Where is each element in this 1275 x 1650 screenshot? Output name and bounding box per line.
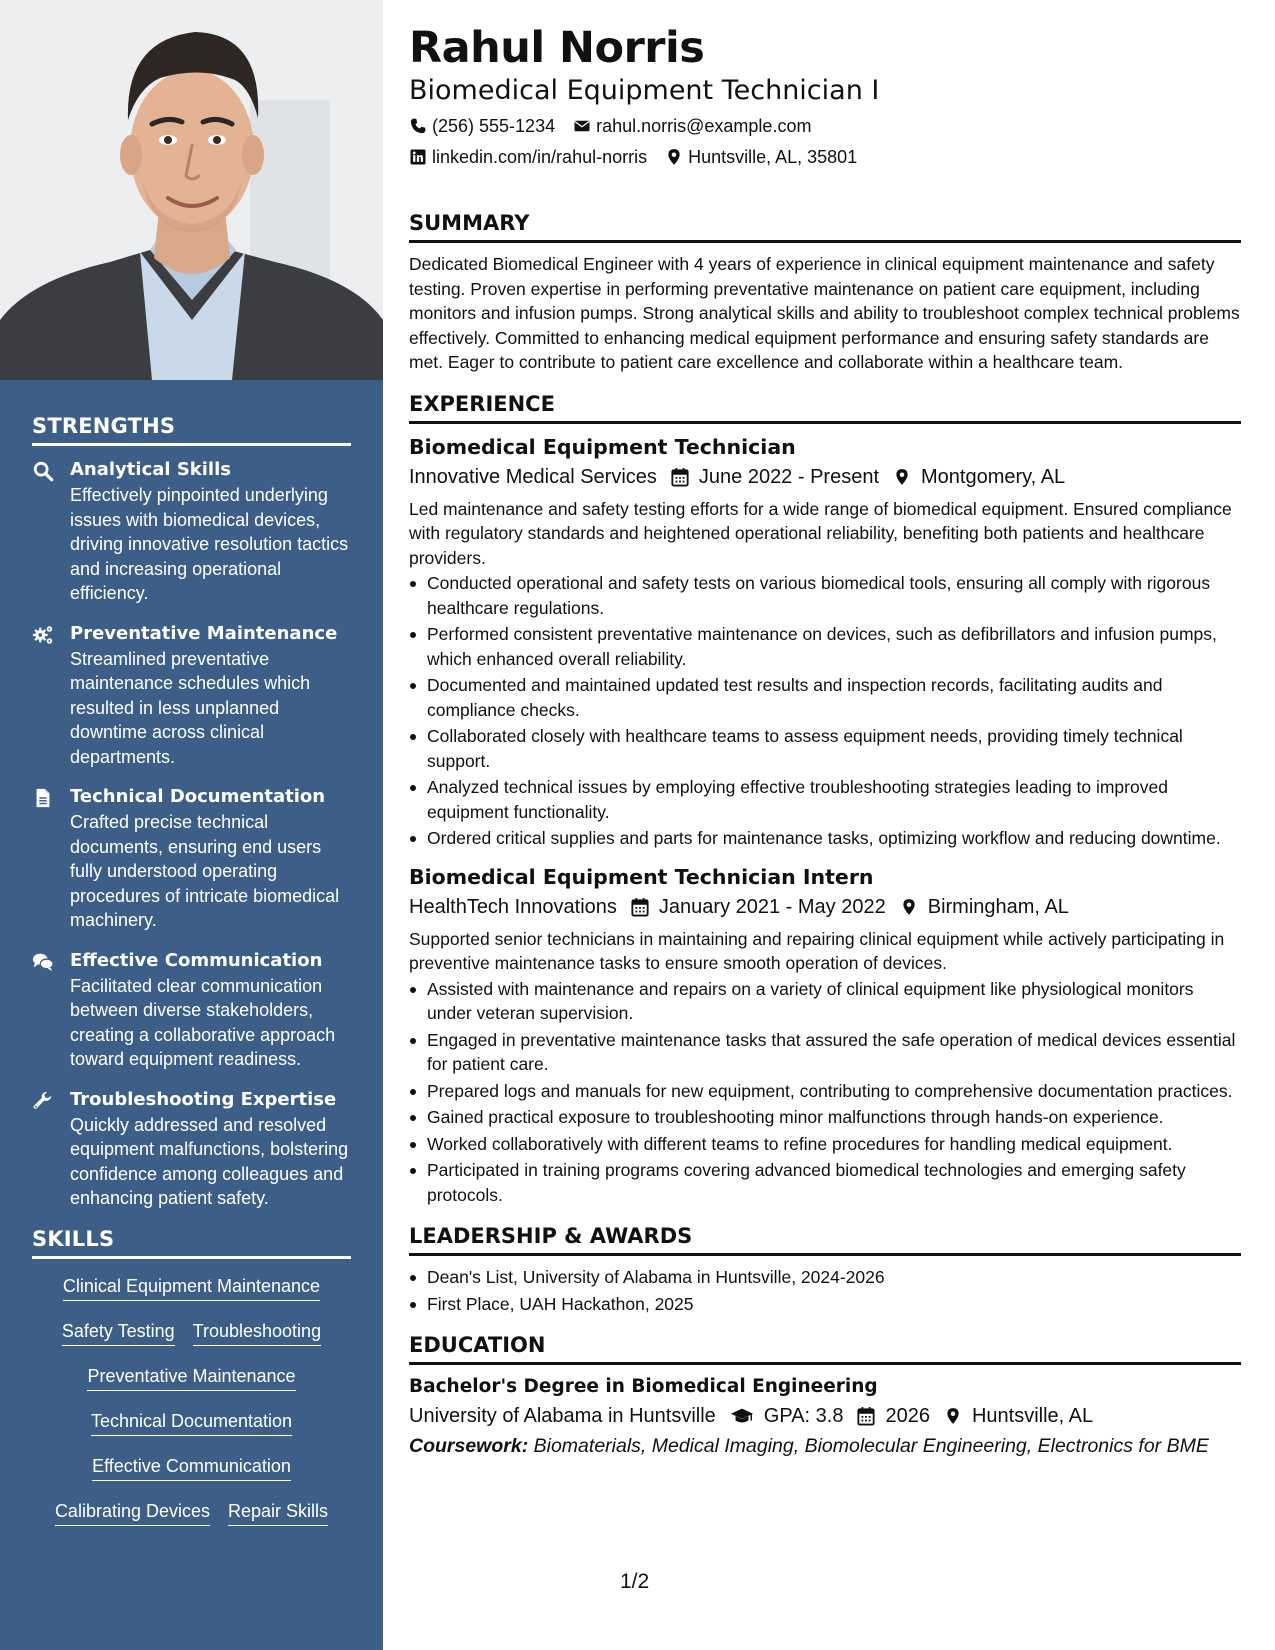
strength-title: Troubleshooting Expertise	[70, 1088, 337, 1110]
sidebar	[0, 0, 383, 1650]
page-number: 1/2	[620, 1570, 650, 1593]
skill-tag: Effective Communication	[92, 1455, 291, 1481]
job-bullets	[409, 571, 1241, 851]
summary-section	[409, 210, 1241, 375]
leadership-heading: LEADERSHIP & AWARDS	[409, 1223, 1241, 1256]
coursework-list: Biomaterials, Medical Imaging, Biomolecular Engineering, Electronics for BME	[533, 1435, 1209, 1457]
map-pin-icon	[944, 1406, 962, 1426]
gears-icon	[32, 622, 70, 770]
contact-row	[409, 145, 1241, 169]
strength-title: Effective Communication	[70, 949, 323, 971]
job-description: Led maintenance and safety testing efforts for a wide range of biomedical equipment. Ensured compliance with regulatory standards and heightened operational reliability, benefiting both patients and healthcare providers.	[409, 498, 1232, 568]
strength-description: Quickly addressed and resolved equipment malfunctions, bolstering confidence among colleagues and enhancing patient safety.	[70, 1114, 349, 1208]
location-contact	[665, 145, 857, 169]
phone-text: (256) 555-1234	[432, 116, 556, 136]
wrench-icon	[32, 1088, 70, 1211]
list-item: Ordered critical supplies and parts for maintenance tasks, optimizing workflow and reducing downtime.	[409, 826, 1241, 851]
map-pin-icon	[893, 467, 911, 487]
location-text: Huntsville, AL, 35801	[688, 147, 858, 167]
linkedin-text: linkedin.com/in/rahul-norris	[432, 147, 648, 167]
school-name: University of Alabama in Huntsville	[409, 1405, 716, 1427]
main-content	[409, 22, 1241, 1460]
strength-item	[32, 1088, 351, 1211]
degree-title: Bachelor's Degree in Biomedical Engineering	[409, 1376, 878, 1397]
education-section	[409, 1332, 1241, 1460]
list-item: Dean's List, University of Alabama in Huntsville, 2024-2026	[409, 1265, 1241, 1290]
list-item: Gained practical exposure to troubleshooting minor malfunctions through hands-on experience.	[409, 1105, 1241, 1130]
strength-item	[32, 458, 351, 606]
list-item: Prepared logs and manuals for new equipment, contributing to comprehensive documentation practices.	[409, 1079, 1241, 1104]
graduation-cap-icon	[730, 1406, 754, 1426]
job-entry	[409, 863, 1241, 1208]
skills-list	[32, 1271, 351, 1545]
coursework-label: Coursework:	[409, 1435, 529, 1457]
list-item: Engaged in preventative maintenance tasks that assured the safe operation of medical devices essential for patient care.	[409, 1028, 1241, 1077]
chat-bubbles-icon	[32, 949, 70, 1072]
linkedin-icon	[409, 148, 427, 166]
calendar-icon	[631, 897, 649, 917]
job-entry	[409, 433, 1241, 851]
linkedin-contact[interactable]	[409, 145, 647, 169]
search-icon	[32, 458, 70, 606]
job-location: Montgomery, AL	[921, 465, 1066, 488]
map-pin-icon	[900, 897, 918, 917]
summary-heading: SUMMARY	[409, 210, 1241, 243]
calendar-icon	[857, 1406, 875, 1426]
strength-title: Technical Documentation	[70, 786, 326, 807]
leadership-section	[409, 1223, 1241, 1316]
strength-item	[32, 622, 351, 770]
job-role: Biomedical Equipment Technician Intern	[409, 864, 874, 889]
skills-section	[32, 1227, 351, 1545]
skill-tag: Calibrating Devices	[55, 1500, 210, 1526]
skill-tag: Safety Testing	[62, 1320, 175, 1346]
graduation-year: 2026	[885, 1405, 930, 1427]
strength-title: Analytical Skills	[70, 459, 231, 480]
job-role: Biomedical Equipment Technician	[409, 434, 796, 459]
candidate-title: Biomedical Equipment Technician I	[409, 75, 880, 106]
phone-contact[interactable]	[409, 114, 555, 138]
job-meta	[409, 893, 1241, 921]
strength-description: Effectively pinpointed underlying issues with biomedical devices, driving innovative resolution tactics and increasing operational efficiency.	[70, 485, 349, 603]
summary-text: Dedicated Biomedical Engineer with 4 years of experience in clinical equipment maintenance and safety testing. Proven expertise in performing preventative maintenance on patient care equipment, including monitors and infusion pumps. Strong analytical skills and ability to troubleshoot complex technical problems effectively. Committed to enhancing medical equipment performance and ensuring safety standards are met. Eager to contribute to patient care excellence and collaborate within a healthcare team.	[409, 254, 1240, 372]
coursework	[409, 1432, 1241, 1460]
envelope-icon	[573, 117, 591, 135]
awards-list	[409, 1265, 1241, 1316]
experience-heading: EXPERIENCE	[409, 391, 1241, 424]
education-heading: EDUCATION	[409, 1332, 1241, 1365]
skill-tag: Technical Documentation	[91, 1410, 292, 1436]
education-location: Huntsville, AL	[971, 1405, 1094, 1427]
skill-tag: Repair Skills	[228, 1500, 328, 1526]
list-item: First Place, UAH Hackathon, 2025	[409, 1292, 1241, 1317]
job-dates: June 2022 - Present	[698, 465, 880, 488]
skill-tag: Preventative Maintenance	[87, 1365, 295, 1391]
job-dates: January 2021 - May 2022	[658, 895, 886, 918]
list-item: Conducted operational and safety tests on various biomedical tools, ensuring all comply with rigorous healthcare regulations.	[409, 571, 1241, 620]
list-item: Analyzed technical issues by employing effective troubleshooting strategies leading to improved equipment functionality.	[409, 775, 1241, 824]
email-contact[interactable]	[573, 114, 811, 138]
skill-tag: Troubleshooting	[193, 1320, 321, 1346]
education-meta	[409, 1402, 1241, 1430]
skill-tag: Clinical Equipment Maintenance	[63, 1275, 320, 1301]
strength-description: Streamlined preventative maintenance schedules which resulted in less unplanned downtime across clinical departments.	[70, 648, 311, 767]
strength-description: Crafted precise technical documents, ensuring end users fully understood operating procedures of intricate biomedical machinery.	[70, 812, 340, 930]
portrait-illustration	[0, 0, 383, 380]
job-location: Birmingham, AL	[927, 895, 1069, 918]
list-item: Assisted with maintenance and repairs on a variety of clinical equipment like physiological monitors under veteran supervision.	[409, 977, 1241, 1026]
map-pin-icon	[665, 148, 683, 166]
list-item: Collaborated closely with healthcare teams to assess equipment needs, providing timely technical support.	[409, 724, 1241, 773]
list-item: Performed consistent preventative maintenance on devices, such as defibrillators and infusion pumps, which enhanced overall reliability.	[409, 622, 1241, 671]
strength-item	[32, 949, 351, 1072]
job-description: Supported senior technicians in maintaining and repairing clinical equipment while actively participating in preventive maintenance tasks to ensure smooth operation of devices.	[409, 928, 1225, 973]
list-item: Worked collaboratively with different teams to refine procedures for handling medical equipment.	[409, 1132, 1241, 1157]
job-meta	[409, 463, 1241, 491]
list-item: Documented and maintained updated test results and inspection records, facilitating audits and compliance checks.	[409, 673, 1241, 722]
candidate-name: Rahul Norris	[409, 23, 705, 73]
calendar-icon	[671, 467, 689, 487]
list-item: Participated in training programs covering advanced biomedical technologies and emerging safety protocols.	[409, 1158, 1241, 1207]
skills-heading: SKILLS	[32, 1227, 351, 1259]
phone-icon	[409, 117, 427, 135]
document-icon	[32, 785, 70, 933]
strengths-heading: STRENGTHS	[32, 414, 351, 446]
company-name: HealthTech Innovations	[409, 895, 617, 918]
strength-title: Preventative Maintenance	[70, 622, 338, 644]
contact-row	[409, 114, 1241, 138]
job-bullets	[409, 977, 1241, 1208]
experience-section	[409, 391, 1241, 1208]
strength-item	[32, 785, 351, 933]
company-name: Innovative Medical Services	[409, 465, 657, 488]
profile-photo	[0, 0, 383, 380]
strength-description: Facilitated clear communication between diverse stakeholders, creating a collaborative approach toward equipment readiness.	[70, 975, 336, 1069]
gpa: GPA: 3.8	[763, 1405, 844, 1427]
email-text: rahul.norris@example.com	[596, 116, 812, 136]
